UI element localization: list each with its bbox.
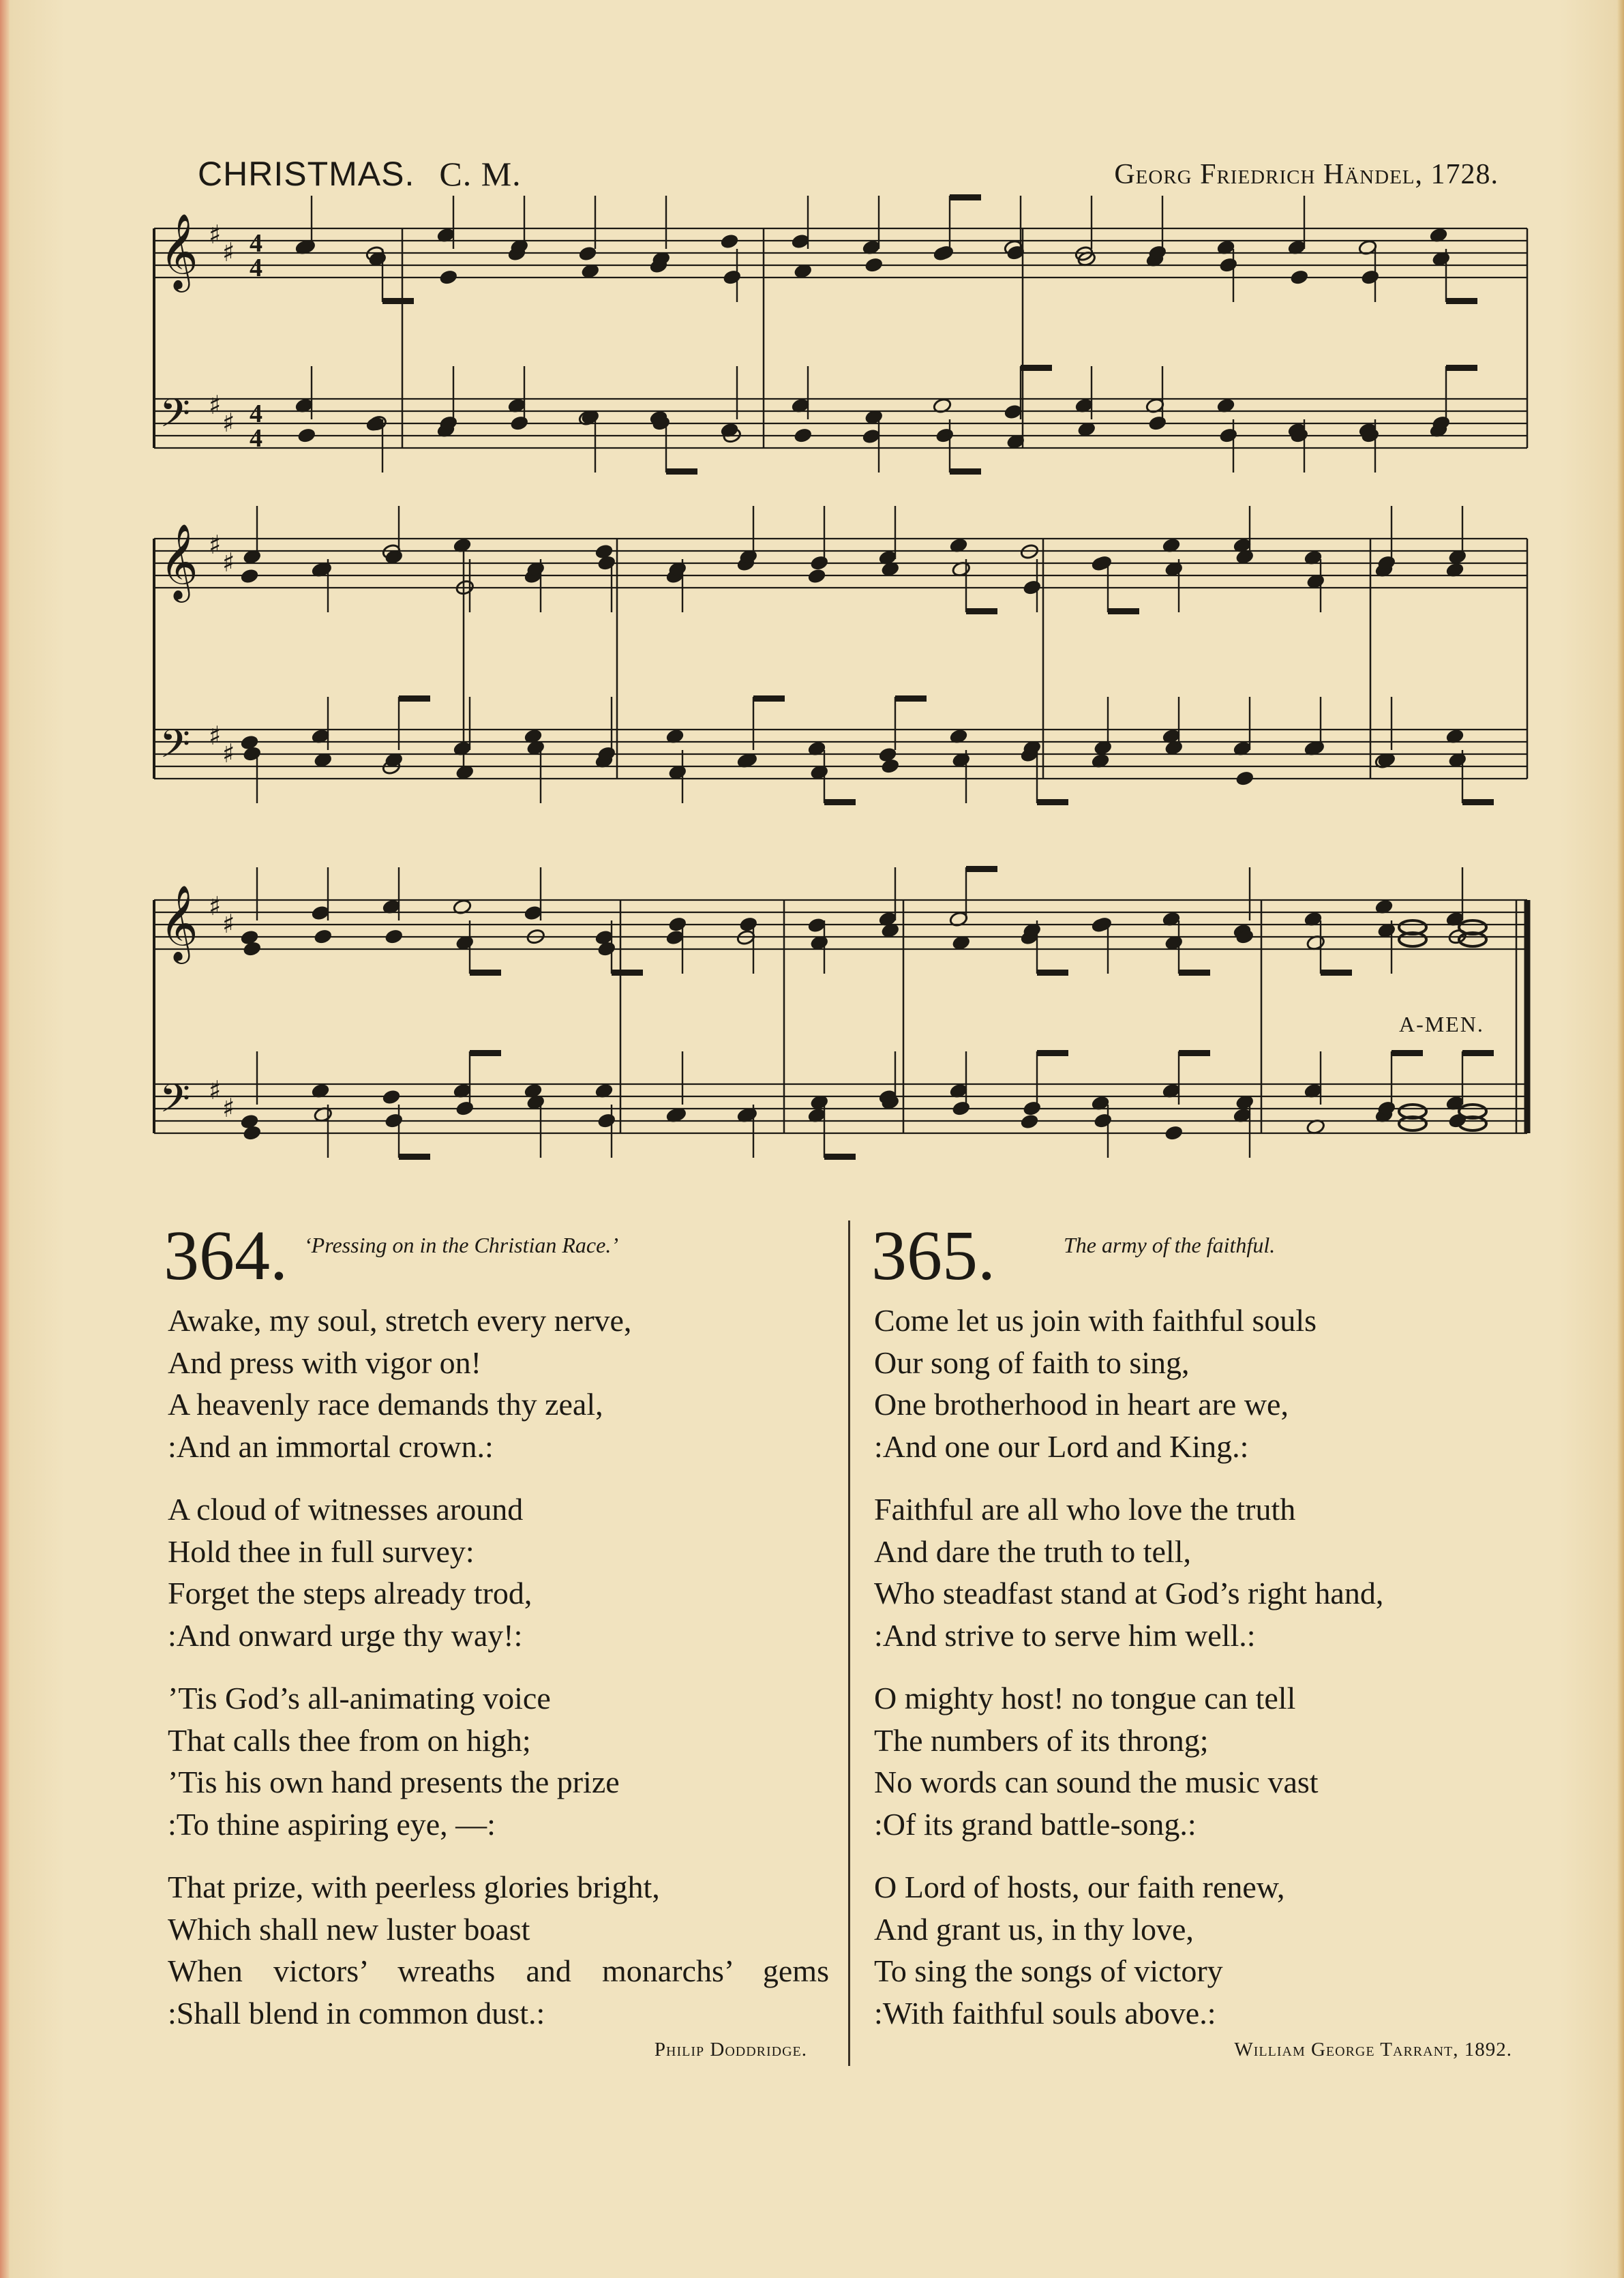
stanza-line: That calls thee from on high; <box>168 1722 531 1758</box>
tune-meter: C. M. <box>439 155 522 193</box>
stanza-line: One brotherhood in heart are we, <box>874 1387 1289 1422</box>
note-beam <box>950 468 981 475</box>
author-365: William George Tarrant, 1892. <box>1234 2039 1512 2060</box>
stanza-line: ’Tis his own hand presents the prize <box>168 1765 620 1799</box>
note-beam <box>824 1154 856 1160</box>
amen-lyric: A-MEN. <box>1399 1012 1484 1036</box>
sharp-icon: ♯ <box>222 548 235 578</box>
stanza-line: Forget the steps already trod, <box>168 1576 532 1610</box>
sharp-icon: ♯ <box>222 237 235 267</box>
note-beam <box>666 468 697 475</box>
note-head <box>455 1100 475 1117</box>
stanza-365-4 <box>874 1866 1285 2034</box>
note-head <box>314 929 333 945</box>
stanza-line: :And strive to serve him well.: <box>874 1617 1256 1653</box>
stanza-line: Our song of faith to sing, <box>874 1345 1190 1380</box>
note-beam <box>1179 970 1210 976</box>
stanza-line: O Lord of hosts, our faith renew, <box>874 1870 1285 1904</box>
note-beam <box>1462 1050 1494 1056</box>
note-head <box>1219 257 1238 273</box>
note-beam <box>1321 970 1352 976</box>
stanza-line: No words can sound the music vast <box>874 1765 1319 1799</box>
stanza-line: To sing the songs of victory <box>874 1953 1223 1988</box>
note-head <box>739 916 758 933</box>
note-head <box>723 269 742 286</box>
note-beam <box>1108 608 1139 614</box>
sharp-icon: ♯ <box>209 1075 222 1105</box>
hymn-title-364: ‘Pressing on in the Christian Race.’ <box>304 1233 618 1257</box>
stanza-line: :To thine aspiring eye, —: <box>168 1806 496 1842</box>
bass-clef-icon: 𝄢 <box>160 1075 191 1131</box>
note-beam <box>1037 1050 1068 1056</box>
stanza-line: Which shall new luster boast <box>168 1911 530 1947</box>
note-beam <box>399 1154 430 1160</box>
stanza-line: Come let us join with faithful souls <box>874 1303 1317 1338</box>
note-beam <box>753 695 785 702</box>
stanza-line: Awake, my soul, stretch every nerve, <box>168 1303 632 1338</box>
note-beam <box>1037 799 1068 805</box>
note-beam <box>1446 298 1477 304</box>
sharp-icon: ♯ <box>209 721 222 751</box>
note-beam <box>612 970 643 976</box>
note-beam <box>382 298 414 304</box>
note-head <box>864 257 884 273</box>
note-head <box>1235 770 1254 787</box>
note-beam <box>966 608 997 614</box>
note-head <box>1148 415 1167 432</box>
note-beam <box>966 866 997 872</box>
stanza-line: Hold thee in full survey: <box>168 1533 475 1569</box>
stanza-line: That prize, with peerless glories bright, <box>168 1870 660 1904</box>
stanza-line: Faithful are all who love the truth <box>874 1492 1296 1527</box>
sharp-icon: ♯ <box>222 1093 235 1123</box>
note-head <box>668 916 687 933</box>
hymn-title-365: The army of the faithful. <box>1064 1233 1276 1257</box>
note-head <box>810 555 829 571</box>
note-beam <box>1021 365 1052 371</box>
note-head <box>382 1089 401 1105</box>
composer-credit: Georg Friedrich Händel, 1728. <box>1114 159 1499 190</box>
note-head <box>952 1100 971 1117</box>
stanza-line: A cloud of witnesses around <box>168 1492 524 1527</box>
note-head <box>1023 580 1042 596</box>
hymn-number-365: 365. <box>871 1216 995 1295</box>
note-beam <box>950 194 981 200</box>
sharp-icon: ♯ <box>222 738 235 768</box>
note-head <box>794 428 813 444</box>
note-head <box>720 233 739 250</box>
note-beam <box>1037 970 1068 976</box>
note-head <box>1219 428 1238 444</box>
note-beam <box>470 1050 501 1056</box>
note-beam <box>1446 365 1477 371</box>
stanza-line: :And one our Lord and King.: <box>874 1428 1249 1464</box>
treble-clef-icon: 𝄞 <box>160 523 198 599</box>
note-head <box>439 269 458 286</box>
sharp-icon: ♯ <box>209 220 222 250</box>
note-beam <box>824 799 856 805</box>
sharp-icon: ♯ <box>209 390 222 420</box>
sharp-icon: ♯ <box>209 891 222 921</box>
note-head <box>1290 269 1309 286</box>
note-head <box>1361 269 1380 286</box>
stanza-365-1 <box>874 1300 1317 1467</box>
time-signature-bottom: 4 <box>250 424 262 453</box>
note-head <box>510 415 529 432</box>
stanza-line: Who steadfast stand at God’s right hand, <box>874 1576 1384 1610</box>
note-beam <box>470 970 501 976</box>
note-head <box>385 1113 404 1129</box>
stanza-line: :And an immortal crown.: <box>168 1428 494 1464</box>
stanza-line: And grant us, in thy love, <box>874 1911 1194 1947</box>
stanza-365-3 <box>874 1677 1319 1845</box>
note-head <box>1164 1125 1184 1141</box>
stanza-line: And dare the truth to tell, <box>874 1533 1191 1569</box>
note-head <box>385 929 404 945</box>
bass-clef-icon: 𝄢 <box>160 390 191 446</box>
sharp-icon: ♯ <box>222 408 235 438</box>
stanza-line: O mighty host! no tongue can tell <box>874 1681 1296 1715</box>
stanza-364-1 <box>168 1300 631 1467</box>
stanza-line: The numbers of its throng; <box>874 1722 1209 1758</box>
time-signature-top: 4 <box>250 229 262 258</box>
sharp-icon: ♯ <box>222 909 235 939</box>
time-signature-top: 4 <box>250 400 262 428</box>
sharp-icon: ♯ <box>209 530 222 560</box>
note-beam <box>895 695 927 702</box>
stanza-365-2 <box>874 1488 1383 1656</box>
note-head <box>240 568 259 584</box>
note-head <box>1023 1100 1042 1117</box>
stanza-364-3 <box>168 1677 620 1845</box>
stanza-line: :Shall blend in common dust.: <box>168 1995 545 2030</box>
note-head <box>297 428 316 444</box>
bass-clef-icon: 𝄢 <box>160 721 191 777</box>
time-signature-bottom: 4 <box>250 254 262 282</box>
stanza-line: And press with vigor on! <box>168 1345 481 1380</box>
note-head <box>597 1113 616 1129</box>
note-head <box>1094 1113 1113 1129</box>
tune-name: CHRISTMAS. <box>198 155 415 193</box>
stanza-364-2 <box>168 1488 532 1656</box>
note-beam <box>1392 1050 1423 1056</box>
column-divider <box>848 1220 850 2066</box>
note-beam <box>1179 1050 1210 1056</box>
treble-clef-icon: 𝄞 <box>160 213 198 289</box>
stanza-line: ’Tis God’s all-animating voice <box>168 1681 551 1715</box>
stanza-line: When victors’ wreaths and monarchs’ gems <box>168 1953 829 1988</box>
stanza-line: :Of its grand battle-song.: <box>874 1806 1197 1842</box>
author-364: Philip Doddridge. <box>654 2039 807 2060</box>
treble-clef-icon: 𝄞 <box>160 884 198 961</box>
stanza-line: A heavenly race demands thy zeal, <box>168 1387 603 1422</box>
note-head <box>935 428 954 444</box>
note-head <box>807 568 826 584</box>
note-head <box>1020 1113 1039 1130</box>
stanza-364-4 <box>168 1866 829 2034</box>
note-head <box>1448 1113 1467 1129</box>
note-beam <box>399 695 430 702</box>
note-beam <box>1462 799 1494 805</box>
hymn-number-364: 364. <box>164 1216 288 1295</box>
stanza-line: :With faithful souls above.: <box>874 1995 1216 2030</box>
stanza-line: :And onward urge thy way!: <box>168 1617 523 1653</box>
